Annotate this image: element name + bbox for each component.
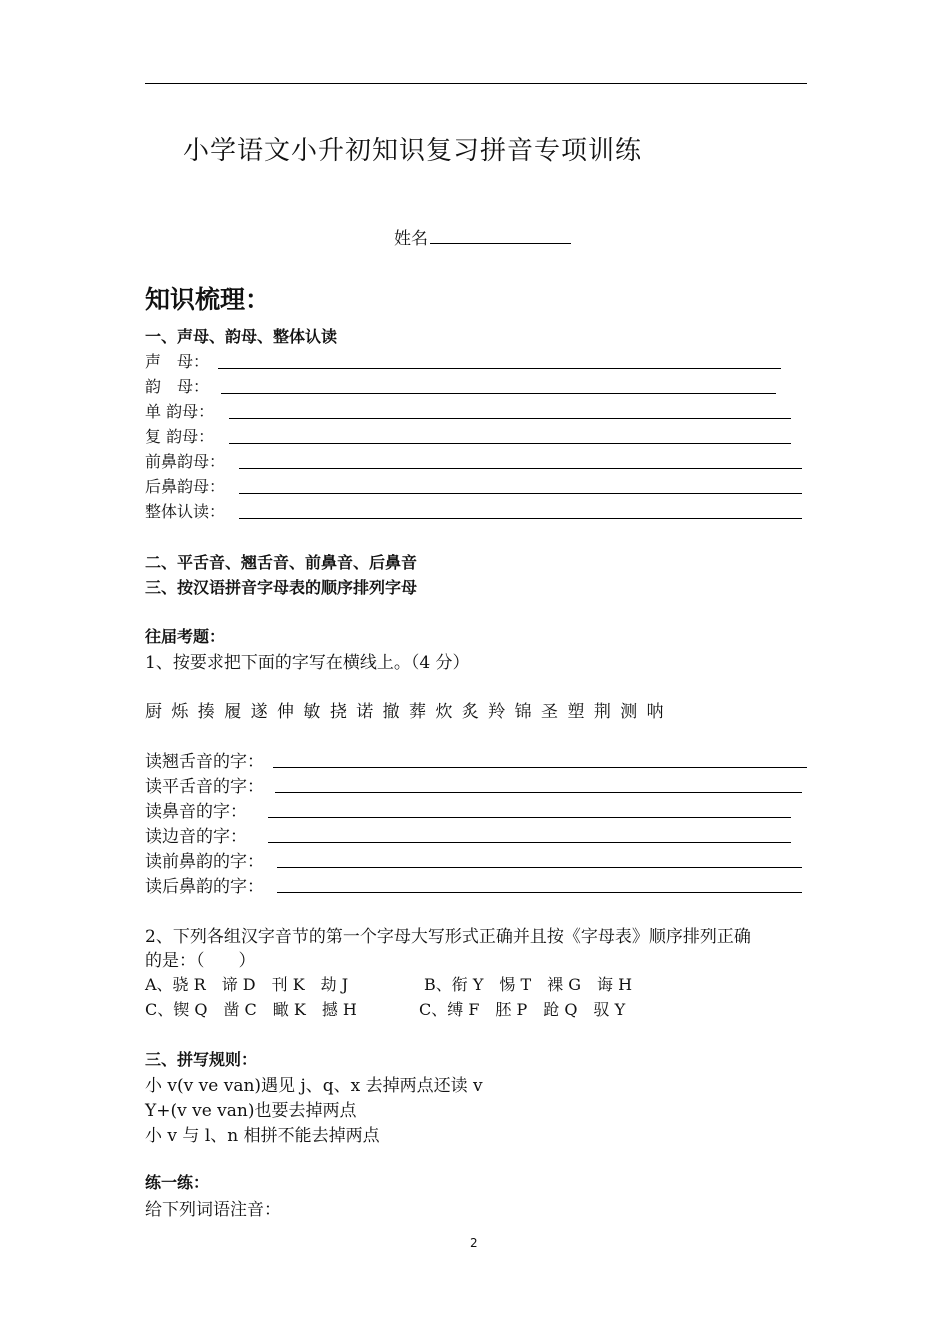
section3-heading: 三、按汉语拼音字母表的顺序排列字母 — [145, 578, 418, 597]
q1-blank-pingshe[interactable] — [275, 792, 802, 793]
question-2-line1: 2、下列各组汉字音节的第一个字母大写形式正确并且按《字母表》顺序排列正确 — [145, 927, 751, 947]
section1-blank-qianbi[interactable] — [239, 468, 802, 469]
option-a[interactable]: A、骁 R 谛 D 刊 K 劫 J — [145, 975, 349, 994]
past-exam-heading: 往届考题： — [145, 627, 226, 646]
name-label: 姓名 — [394, 229, 428, 249]
q1-item-pingshe: 读平舌音的字： — [145, 777, 264, 797]
question-2-line2: 的是：（ ） — [145, 951, 256, 971]
section1-item-yunmu: 韵 母： — [145, 377, 210, 396]
page-title: 小学语文小升初知识复习拼音专项训练 — [183, 136, 643, 166]
q1-blank-houbiyun[interactable] — [277, 892, 802, 893]
name-field — [394, 224, 571, 249]
q1-item-houbiyun: 读后鼻韵的字： — [145, 877, 264, 897]
q1-item-qianbiyun: 读前鼻韵的字： — [145, 852, 264, 872]
q1-blank-bianyin[interactable] — [268, 842, 791, 843]
section1-blank-yunmu[interactable] — [221, 393, 776, 394]
spelling-rule-1: 小 v(v ve van)遇见 j、q、x 去掉两点还读 v — [145, 1076, 483, 1096]
knowledge-heading: 知识梳理： — [145, 285, 271, 314]
option-c2[interactable]: C、缚 F 胚 P 跄 Q 驭 Y — [419, 1000, 626, 1019]
spelling-rules-heading: 三、拼写规则： — [145, 1050, 258, 1069]
option-c1[interactable]: C、锲 Q 凿 C 瞰 K 撼 H — [145, 1000, 357, 1019]
section1-blank-danyunmu[interactable] — [229, 418, 791, 419]
section1-item-qianbi: 前鼻韵母： — [145, 452, 226, 471]
q1-item-biyin: 读鼻音的字： — [145, 802, 247, 822]
section1-item-fuyunmu: 复 韵母： — [145, 427, 215, 446]
question-1-characters: 厨 烁 揍 履 遂 伸 敏 挠 诺 撤 葬 炊 炙 羚 锦 圣 塑 荆 测 呐 — [145, 702, 664, 722]
section1-item-shengmu: 声 母： — [145, 352, 210, 371]
page-number: 2 — [470, 1236, 478, 1250]
name-blank[interactable] — [430, 227, 571, 244]
section1-blank-houbi[interactable] — [239, 493, 802, 494]
spelling-rule-3: 小 v 与 l、n 相拼不能去掉两点 — [145, 1126, 380, 1146]
section1-item-zhengti: 整体认读： — [145, 502, 226, 521]
section1-blank-zhengti[interactable] — [239, 518, 802, 519]
practice-heading: 练一练： — [145, 1173, 210, 1192]
section1-item-danyunmu: 单 韵母： — [145, 402, 215, 421]
question-1: 1、按要求把下面的字写在横线上。（4 分） — [145, 653, 470, 673]
practice-instruction: 给下列词语注音： — [145, 1200, 281, 1220]
header-rule — [145, 83, 807, 84]
section2-heading: 二、平舌音、翘舌音、前鼻音、后鼻音 — [145, 553, 418, 572]
q1-blank-biyin[interactable] — [268, 817, 791, 818]
section1-item-houbi: 后鼻韵母： — [145, 477, 226, 496]
q1-item-qiaoshe: 读翘舌音的字： — [145, 752, 264, 772]
section1-heading: 一、声母、韵母、整体认读 — [145, 327, 338, 346]
q1-blank-qianbiyun[interactable] — [277, 867, 802, 868]
section1-blank-fuyunmu[interactable] — [229, 443, 791, 444]
option-b[interactable]: B、衔 Y 惕 T 裸 G 诲 H — [424, 975, 633, 994]
q1-blank-qiaoshe[interactable] — [273, 767, 807, 768]
section1-blank-shengmu[interactable] — [218, 368, 781, 369]
q1-item-bianyin: 读边音的字： — [145, 827, 247, 847]
spelling-rule-2: Y+(v ve van)也要去掉两点 — [145, 1101, 357, 1121]
